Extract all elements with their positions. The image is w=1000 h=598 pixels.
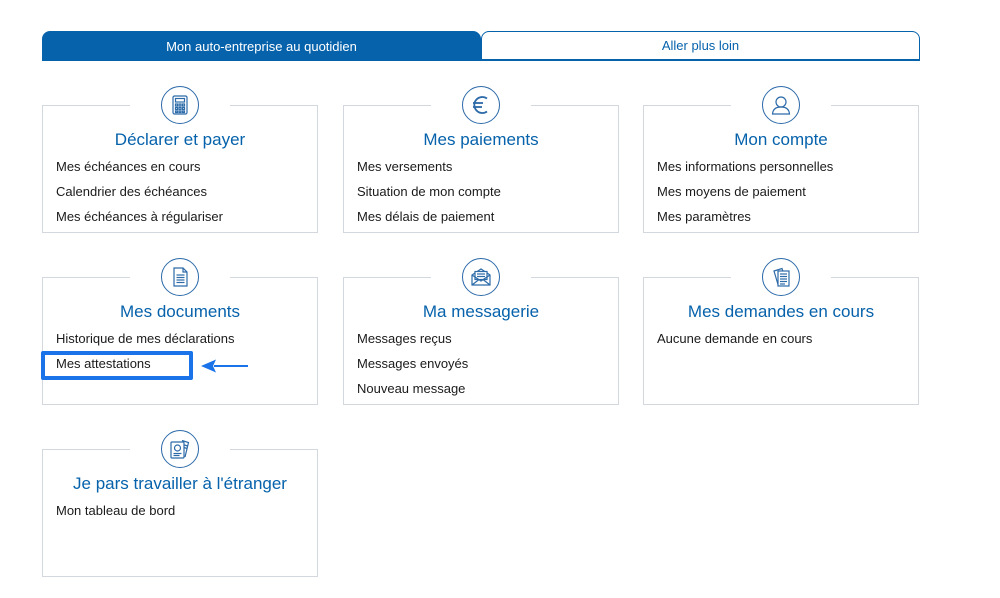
link-mes-versements[interactable]: Mes versements (357, 159, 453, 174)
link-situation-compte[interactable]: Situation de mon compte (357, 184, 501, 199)
link-mes-echeances-en-cours[interactable]: Mes échéances en cours (56, 159, 201, 174)
card-title[interactable]: Mon compte (734, 130, 828, 149)
card-ma-messagerie (343, 277, 619, 405)
tab-bar (42, 31, 920, 61)
passport-icon (161, 430, 199, 468)
card-travailler-etranger (42, 449, 318, 577)
card-mes-documents (42, 277, 318, 405)
requests-icon (762, 258, 800, 296)
link-messages-recus[interactable]: Messages reçus (357, 331, 452, 346)
card-title[interactable]: Mes demandes en cours (687, 302, 875, 321)
card-title[interactable]: Mes paiements (423, 130, 539, 149)
envelope-icon (462, 258, 500, 296)
link-moyens-paiement[interactable]: Mes moyens de paiement (657, 184, 806, 199)
link-mes-attestations[interactable]: Mes attestations (56, 356, 151, 371)
arrow-left-icon (200, 358, 250, 374)
card-title[interactable]: Mes documents (120, 302, 240, 321)
highlight-box (41, 351, 193, 380)
euro-icon (462, 86, 500, 124)
card-mes-paiements (343, 105, 619, 233)
document-icon (161, 258, 199, 296)
link-calendrier-echeances[interactable]: Calendrier des échéances (56, 184, 208, 199)
tab-underline (42, 60, 920, 61)
card-mon-compte (643, 105, 919, 233)
link-nouveau-message[interactable]: Nouveau message (357, 381, 466, 396)
card-declarer-payer (42, 105, 318, 233)
link-parametres[interactable]: Mes paramètres (657, 209, 751, 224)
card-title[interactable]: Ma messagerie (422, 302, 540, 321)
tab-mon-auto-entreprise[interactable]: Mon auto-entreprise au quotidien (42, 31, 481, 61)
link-informations-personnelles[interactable]: Mes informations personnelles (657, 159, 834, 174)
card-title[interactable]: Déclarer et payer (114, 130, 246, 149)
card-mes-demandes (643, 277, 919, 405)
tab-aller-plus-loin[interactable]: Aller plus loin (481, 31, 920, 60)
link-tableau-de-bord[interactable]: Mon tableau de bord (56, 503, 176, 518)
user-icon (762, 86, 800, 124)
link-historique-declarations[interactable]: Historique de mes déclarations (56, 331, 235, 346)
link-echeances-a-regulariser[interactable]: Mes échéances à régulariser (56, 209, 223, 224)
text-aucune-demande: Aucune demande en cours (657, 331, 813, 346)
link-messages-envoyes[interactable]: Messages envoyés (357, 356, 469, 371)
calculator-icon (161, 86, 199, 124)
card-title[interactable]: Je pars travailler à l'étranger (73, 474, 287, 493)
link-delais-paiement[interactable]: Mes délais de paiement (357, 209, 495, 224)
